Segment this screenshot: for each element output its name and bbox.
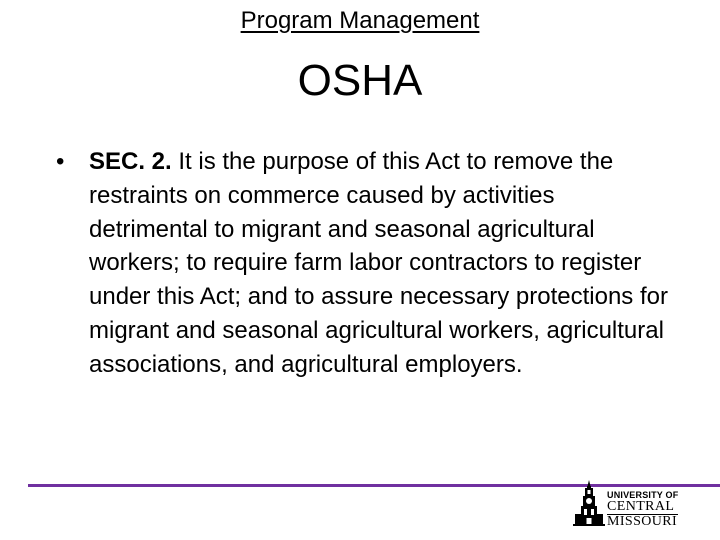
logo-line-central: CENTRAL [607,500,678,515]
section-reference: SEC. 2. [89,148,172,175]
bullet-icon: • [56,148,65,175]
bullet-list [56,145,676,382]
logo-wordmark [607,490,678,529]
logo-line-missouri: MISSOURI [607,514,678,529]
clock-tower-icon [573,480,605,526]
section-header: Program Management [240,7,480,34]
logo-line-university: UNIVERSITY OF [607,490,679,500]
slide-title: OSHA [297,56,423,105]
list-item [56,145,676,382]
bullet-text: It is the purpose of this Act to remove the restraints on commerce caused by activities detrimental to migrant and seasonal agricultural workers; to require farm labor contractors to register under this Act; and to assure necessary protections for migrant and seasonal agricultural workers, agricultural associations, and agricultural employers. [89,148,668,378]
university-logo [573,480,685,528]
